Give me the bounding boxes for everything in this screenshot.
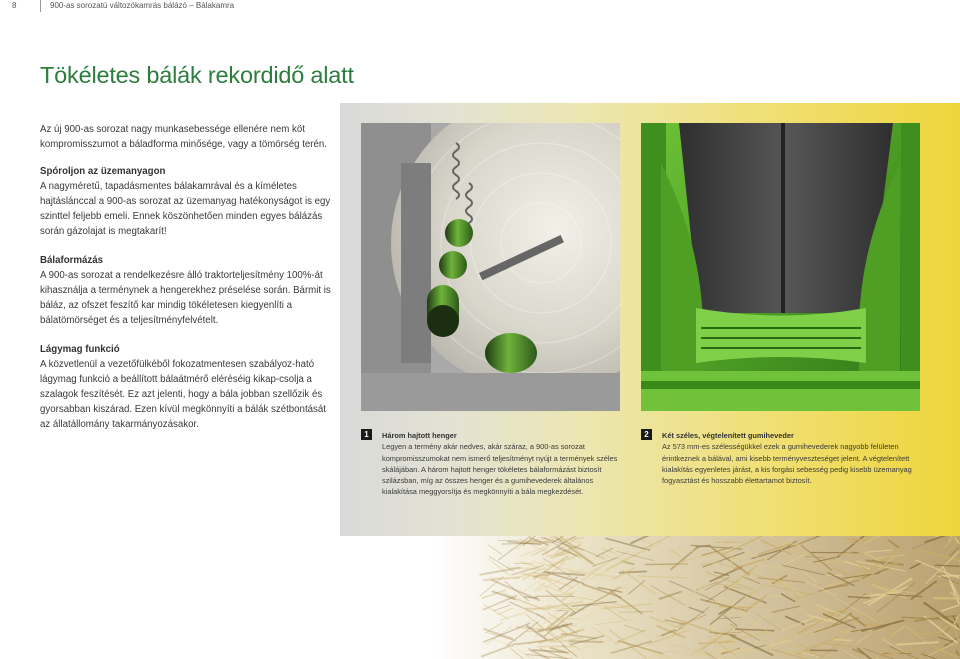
page-title: Tökéletes bálák rekordidő alatt	[40, 62, 354, 88]
section-heading: Spóroljon az üzemanyagon	[40, 166, 166, 177]
header-divider	[40, 0, 41, 12]
section-body: A nagyméretű, tapadásmentes bálakamrával és a kíméletes hajtáslánccal a 900-as sorozat az üzemanyag hatékonyságot is egy szinttel feljebb emeli. Ennek köszönhetően minden egyes bálázás során gázolajat is megtakarít!	[40, 181, 331, 237]
section-body: A 900-as sorozat a rendelkezésre álló traktorteljesítmény 100%-át kihasználja a terménynek a hengerekhez préselése során. Bármit is báláz, az ofszet feszítő kar mindig tökéletesen kiegyenlíti a bálatömörséget és a teljesítményfelvételt.	[40, 270, 331, 326]
caption-number-badge: 1	[361, 429, 372, 440]
running-title: 900-as sorozatú változókamrás bálázó – Bálakamra	[50, 1, 235, 10]
hay-bale-texture-photo	[0, 536, 960, 659]
page-number: 8	[12, 1, 17, 10]
section-heading: Lágymag funkció	[40, 344, 120, 355]
caption-number-badge: 2	[641, 429, 652, 440]
caption-body: Legyen a termény akár nedves, akár száraz, a 900-as sorozat kompromisszumokat nem ismerő teljesítményt nyújt a termények széles skálájában. A három hajtott henger tökéletes bálaformázást biztosít szilázsban, míg az összes henger és a gumihevederek általános kialakítása meggyorsítja és megkönnyíti a bála megkezdését.	[382, 442, 618, 497]
running-header	[0, 0, 960, 14]
rubber-belts-photo	[641, 123, 920, 411]
section-heading: Bálaformázás	[40, 255, 103, 266]
caption-body: Az 573 mm-es szélességükkel ezek a gumihevederek nagyobb felületen érintkeznek a bálával, ami kisebb terményveszteséget jelent. A végtelenített kialakítás egyenletes járást, a kis forgási sebesség pedig kisebb üzemanyag fogyasztást és hosszabb élettartamot biztosít.	[662, 442, 912, 486]
section-body: A közvetlenül a vezetőfülkéből fokozatmentesen szabályoz-ható lágymag funkció a beállított bálaátmérő eléréséig kikap-csolja a szalagok feszítését. Ez azt jelenti, hogy a bála jobban szellőzik és gyorsabban kiszárad. Ezen kívül megkönnyíti a bálák szétbontását az állatállomány takarmányozásakor.	[40, 359, 326, 430]
caption-1	[361, 429, 623, 498]
caption-title: Három hajtott henger	[382, 431, 457, 440]
bale-chamber-rollers-photo	[361, 123, 620, 411]
caption-title: Két széles, végtelenített gumiheveder	[662, 431, 794, 440]
body-column	[40, 122, 338, 446]
caption-2	[641, 429, 923, 486]
section-fuel	[40, 164, 338, 239]
section-bale-forming	[40, 253, 338, 328]
section-soft-core	[40, 342, 338, 432]
intro-paragraph: Az új 900-as sorozat nagy munkasebessége ellenére nem köt kompromisszumot a báladforma minősége, vagy a tömörség terén.	[40, 124, 327, 150]
